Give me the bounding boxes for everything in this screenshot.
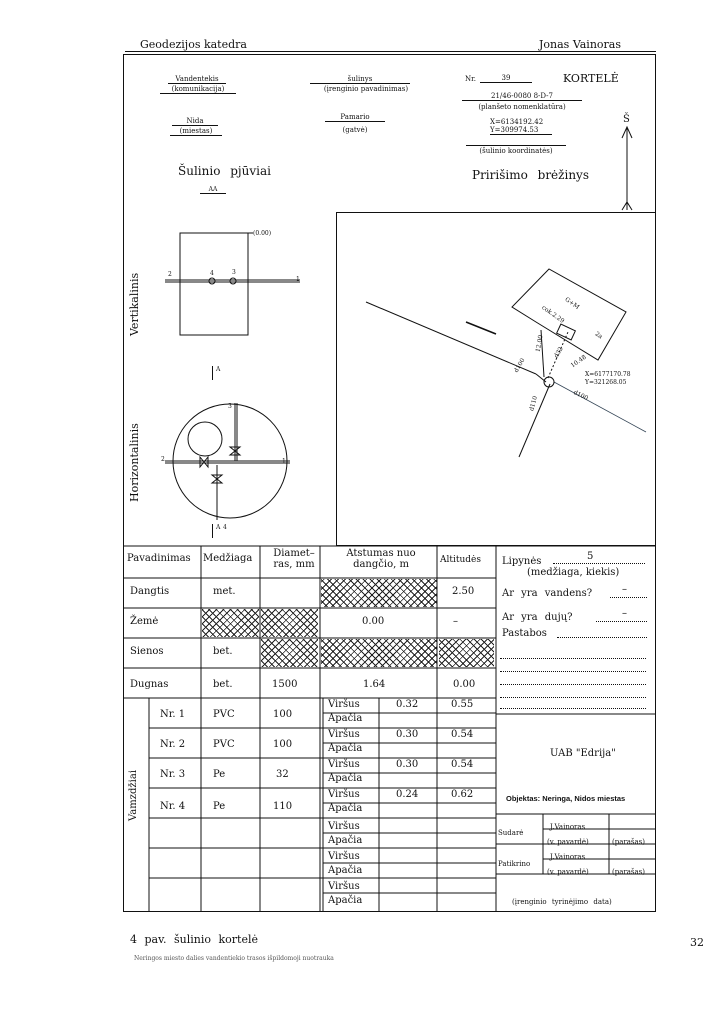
steps-sub: (medžiaga, kiekis)	[527, 567, 620, 578]
pipe1-bottom: Apačia	[328, 713, 363, 724]
pipe3-distance: 0.30	[396, 759, 419, 770]
object-name: Objektas: Neringa, Nidos miestas	[506, 794, 626, 803]
dim-3: d32	[552, 345, 565, 360]
pipe4-material: Pe	[213, 801, 226, 812]
water-dots	[610, 597, 647, 598]
cut-marker-top: A	[212, 366, 220, 380]
sketch-y: Y=321268.05	[585, 379, 627, 386]
row-cover-material: met.	[213, 586, 236, 597]
pipe1-distance: 0.32	[396, 699, 419, 710]
page-number: 32	[690, 936, 704, 949]
row-bottom-name: Dugnas	[130, 679, 169, 690]
row-walls-name: Sienos	[130, 646, 164, 657]
hatch-ground-diameter	[261, 609, 318, 637]
pipe5-top: Viršus	[328, 821, 360, 832]
hpipe-2-label: 2	[161, 456, 165, 463]
gas-answer: –	[622, 608, 627, 619]
row-ground-name: Žemė	[130, 616, 159, 627]
horizontal-section-drawing	[160, 395, 300, 530]
row-cover-name: Dangtis	[130, 586, 170, 597]
sketch-title: Pririšimo brėžinys	[472, 168, 589, 182]
source-note: Neringos miesto dalies vandentiekio trasos išpildomoji nuotrauka	[134, 955, 334, 962]
department-name: Geodezijos katedra	[140, 38, 247, 51]
dim-2: d100	[512, 357, 527, 374]
notes-lines	[500, 646, 646, 709]
vertical-section-label: Vertikalinis	[128, 272, 141, 337]
pipe-3-label: 3	[232, 269, 236, 276]
pipe2-material: PVC	[213, 739, 235, 750]
pipe2-top: Viršus	[328, 729, 360, 740]
horizontal-section-label: Horizontalinis	[128, 423, 141, 503]
row-ground-distance: 0.00	[362, 616, 385, 627]
pipe-1-label: 1	[296, 276, 300, 283]
pipe4-bottom: Apačia	[328, 803, 363, 814]
pipe4-nr: Nr. 4	[160, 801, 186, 812]
street-label: (gatvė)	[342, 126, 368, 134]
hatch-walls-altitude	[439, 639, 494, 667]
pipe1-altitude: 0.55	[451, 699, 474, 710]
row-bottom-altitude: 0.00	[453, 679, 476, 690]
hatch-ground-material	[202, 609, 259, 637]
pipe6-top: Viršus	[328, 851, 360, 862]
number-value: 39	[480, 74, 532, 83]
hpipe-3-label: 3	[228, 403, 232, 410]
pipe2-diameter: 100	[273, 739, 293, 750]
north-arrow-icon	[620, 124, 636, 214]
pipe3-diameter: 32	[276, 769, 289, 780]
hatch-walls-diameter	[261, 639, 318, 667]
pipe1-diameter: 100	[273, 709, 293, 720]
row-bottom-diameter: 1500	[272, 679, 298, 690]
street-value: Pamario	[325, 113, 385, 122]
figure-caption: 4 pav. šulinio kortelė	[130, 933, 258, 946]
hatch-cover-distance	[321, 579, 437, 607]
pipe1-nr: Nr. 1	[160, 709, 186, 720]
pipe-4-label: 4	[210, 270, 214, 277]
hatch-walls-distance	[321, 639, 437, 667]
header-diameter: Diamet– ras, mm	[273, 548, 315, 570]
top-zero-label: (0.00)	[253, 230, 272, 237]
header-rule	[125, 51, 656, 52]
pipe3-top: Viršus	[328, 759, 360, 770]
building-type: G+M	[563, 296, 581, 311]
plan-value: 21/46-0080 8-D-7	[462, 92, 582, 101]
building-number: 2a	[593, 330, 604, 341]
city-value: Nida	[172, 117, 218, 126]
row-cover-altitude: 2.50	[452, 586, 475, 597]
owner-value: Vandentekis	[168, 75, 226, 84]
hpipe-1-label: 1	[282, 458, 286, 465]
header-material: Medžiaga	[203, 553, 253, 564]
pipe3-material: Pe	[213, 769, 226, 780]
section-title: Šulinio pjūviai	[178, 164, 271, 178]
pipe2-nr: Nr. 2	[160, 739, 186, 750]
made-surname-label: (v. pavardė)	[547, 838, 589, 846]
header-altitude: Altitudės	[440, 555, 481, 565]
card-title: KORTELĖ	[563, 72, 619, 85]
pipe-2-label: 2	[168, 271, 172, 278]
pipe1-top: Viršus	[328, 699, 360, 710]
sketch-x: X=6177170.78	[585, 371, 631, 378]
header-distance: Atstumas nuo dangčio, m	[346, 548, 416, 570]
steps-value: 5	[587, 551, 594, 562]
section-id: AA	[200, 186, 226, 194]
coord-x: X=6134192.42	[490, 118, 544, 126]
pipe5-bottom: Apačia	[328, 835, 363, 846]
pipes-label: Vamzdžiai	[128, 769, 139, 821]
number-label: Nr.	[465, 75, 476, 83]
cut-marker-bottom: A	[212, 524, 220, 538]
checked-name: J.Vainoras	[550, 853, 586, 861]
water-question: Ar yra vandens?	[502, 588, 593, 599]
pipe4-distance: 0.24	[396, 789, 419, 800]
pipe4-diameter: 110	[273, 801, 293, 812]
building-label: cok.2.29	[540, 304, 566, 325]
row-walls-material: bet.	[213, 646, 233, 657]
checked-surname-label: (v. pavardė)	[547, 868, 589, 876]
made-sign-label: (parašas)	[612, 838, 645, 846]
pipe4-top: Viršus	[328, 789, 360, 800]
header-name: Pavadinimas	[127, 553, 191, 564]
author-name: Jonas Vainoras	[539, 38, 621, 51]
pipe2-bottom: Apačia	[328, 743, 363, 754]
pipe1-material: PVC	[213, 709, 235, 720]
made-name: J.Vainoras	[550, 823, 586, 831]
made-label: Sudarė	[498, 829, 524, 837]
pipe6-bottom: Apačia	[328, 865, 363, 876]
notes-dots	[557, 637, 647, 638]
dim-5: d100	[572, 389, 590, 402]
pipe7-top: Viršus	[328, 881, 360, 892]
steps-dots	[553, 563, 645, 564]
dim-1: 12.00	[534, 334, 545, 353]
pipe2-distance: 0.30	[396, 729, 419, 740]
date-label: (įrenginio tyrinėjimo data)	[512, 898, 612, 906]
pipe7-bottom: Apačia	[328, 895, 363, 906]
coord-label: (šulinio koordinatės)	[466, 145, 566, 155]
well-type-value: šulinys	[310, 75, 410, 84]
steps-label: Lipynės	[502, 556, 542, 567]
row-bottom-distance: 1.64	[363, 679, 386, 690]
vertical-section-drawing	[145, 225, 315, 355]
checked-label: Patikrino	[498, 860, 531, 868]
pipe3-altitude: 0.54	[451, 759, 474, 770]
coord-y: Y=309974.53	[490, 126, 552, 135]
water-answer: –	[622, 584, 627, 595]
pipe3-bottom: Apačia	[328, 773, 363, 784]
gas-question: Ar yra dujų?	[502, 612, 573, 623]
pipe2-altitude: 0.54	[451, 729, 474, 740]
notes-label: Pastabos	[502, 628, 547, 639]
dim-4: 10.48	[569, 353, 588, 370]
gas-dots	[596, 621, 647, 622]
hpipe-4-label: 4	[223, 524, 227, 531]
dim-6: d110	[528, 395, 540, 412]
pipe4-altitude: 0.62	[451, 789, 474, 800]
owner-label: (komunikacija)	[160, 85, 236, 94]
plan-label: (planšeto nomenklatūra)	[478, 103, 566, 111]
well-type-label: (įrenginio pavadinimas)	[323, 85, 409, 93]
pipe3-nr: Nr. 3	[160, 769, 186, 780]
row-bottom-material: bet.	[213, 679, 233, 690]
north-label: Š	[623, 114, 630, 125]
checked-sign-label: (parašas)	[612, 868, 645, 876]
row-ground-altitude: –	[453, 616, 458, 627]
city-label: (miestas)	[170, 127, 222, 136]
company-name: UAB "Edrija"	[550, 748, 616, 759]
